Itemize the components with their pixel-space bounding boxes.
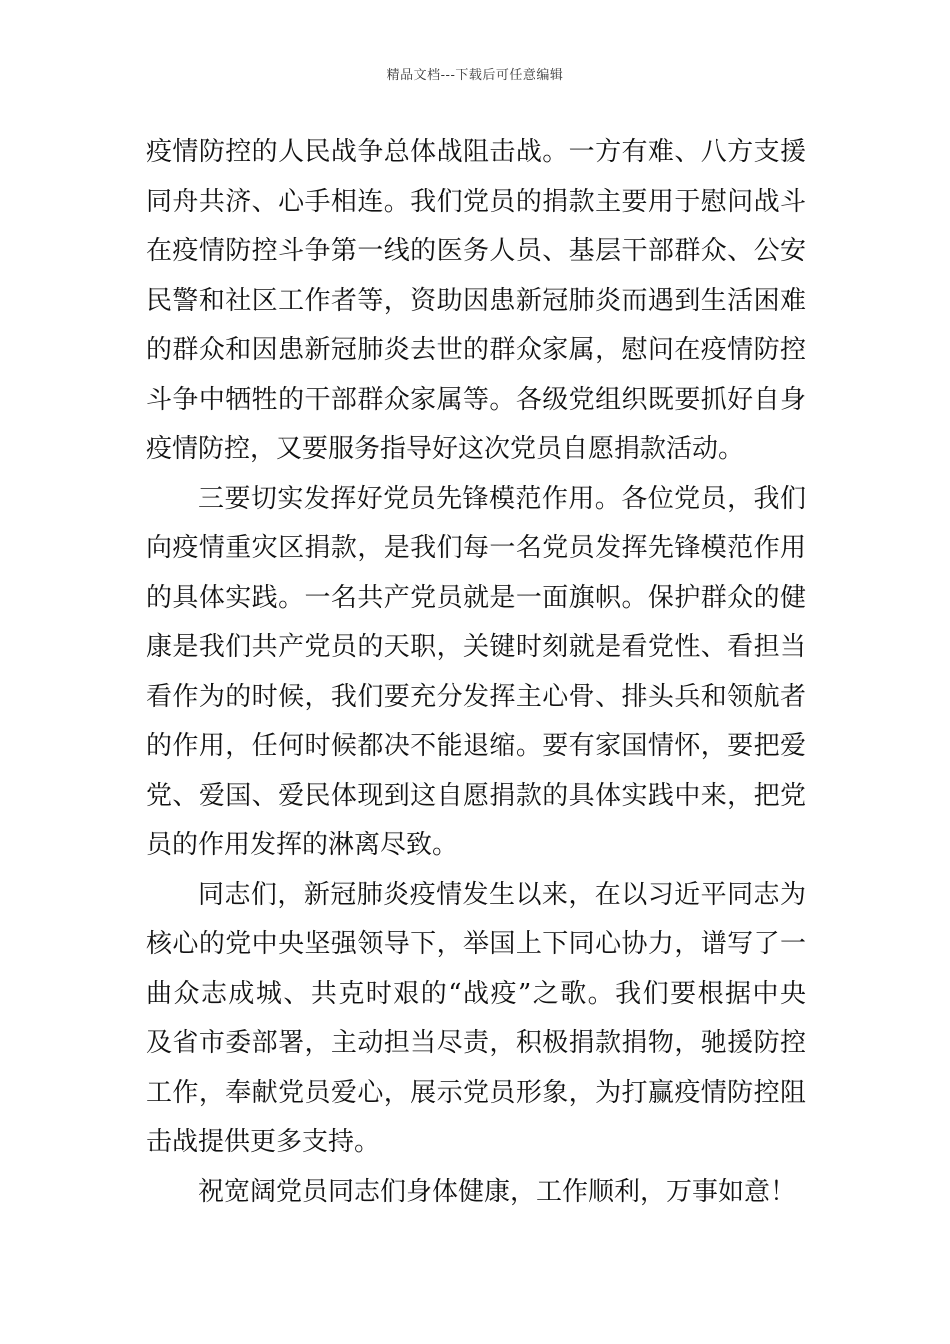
closing-line: 祝宽阔党员同志们身体健康，工作顺利，万事如意！ (198, 1176, 797, 1207)
text-line: 康是我们共产党员的天职，关键时刻就是看党性、看担当 (146, 632, 806, 662)
text-line: 的作用，任何时候都决不能退缩。要有家国情怀，要把爱 (146, 731, 806, 761)
text-line: 向疫情重灾区捐款，是我们每一名党员发挥先锋模范作用 (146, 533, 806, 563)
text-line: 三要切实发挥好党员先锋模范作用。各位党员，我们 (198, 483, 806, 514)
text-line: 疫情防控，又要服务指导好这次党员自愿捐款活动。 (146, 434, 745, 464)
text-line: 党、爱国、爱民体现到这自愿捐款的具体实践中来，把党 (146, 780, 806, 811)
text-line: 核心的党中央坚强领导下，举国上下同心协力，谱写了一 (146, 929, 806, 959)
text-line: 看作为的时候，我们要充分发挥主心骨、排头兵和领航者 (146, 681, 806, 712)
text-line: 的具体实践。一名共产党员就是一面旗帜。保护群众的健 (146, 582, 806, 613)
text-line: 曲众志成城、共克时艰的“战疫”之歌。我们要根据中央 (146, 978, 806, 1009)
text-line: 民警和社区工作者等，资助因患新冠肺炎而遇到生活困难 (146, 285, 806, 316)
text-line: 工作，奉献党员爱心，展示党员形象，为打赢疫情防控阻 (146, 1077, 806, 1108)
text-line: 同舟共济、心手相连。我们党员的捐款主要用于慰问战斗 (146, 186, 806, 217)
text-line: 击战提供更多支持。 (146, 1127, 381, 1157)
text-line: 的群众和因患新冠肺炎去世的群众家属，慰问在疫情防控 (146, 335, 806, 365)
text-line: 同志们，新冠肺炎疫情发生以来，在以习近平同志为 (198, 879, 806, 910)
text-line: 在疫情防控斗争第一线的医务人员、基层干部群众、公安 (146, 236, 806, 266)
text-line: 员的作用发挥的淋离尽致。 (146, 830, 459, 860)
text-line: 斗争中牺牲的干部群众家属等。各级党组织既要抓好自身 (146, 384, 806, 415)
text-line: 及省市委部署，主动担当尽责，积极捐款捐物，驰援防控 (146, 1028, 806, 1058)
text-line: 疫情防控的人民战争总体战阻击战。一方有难、八方支援 (146, 137, 806, 167)
document-body (146, 128, 806, 1217)
page-header: 精品文档---下载后可任意编辑 (386, 68, 564, 83)
